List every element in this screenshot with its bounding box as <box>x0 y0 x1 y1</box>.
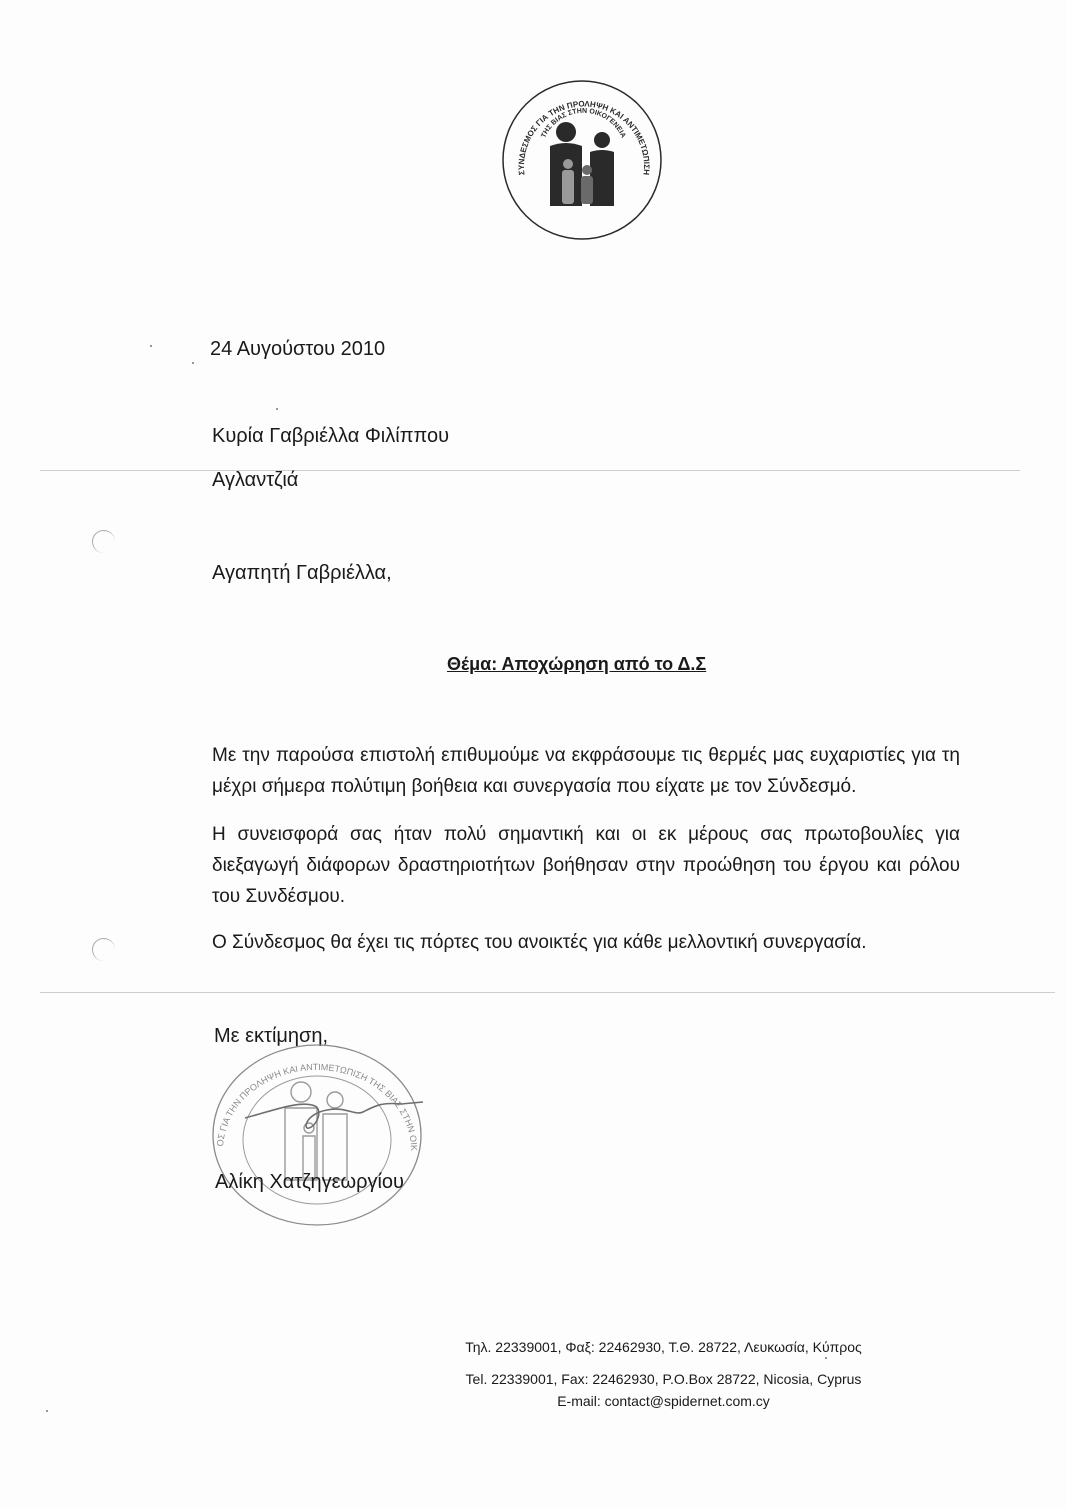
logo-inner-text: ΤΗΣ ΒΙΑΣ ΣΤΗΝ ΟΙΚΟΓΕΝΕΙΑ <box>540 107 627 140</box>
family-icon <box>550 122 614 206</box>
footer-contact-greek: Τηλ. 22339001, Φαξ: 22462930, Τ.Θ. 28722, Λευκωσία, Κύπρος <box>465 1339 862 1355</box>
scan-speck <box>150 345 152 347</box>
recipient-city: Αγλαντζιά <box>212 469 299 491</box>
recipient-name: Κυρία Γαβριέλλα Φιλίππου <box>212 425 450 447</box>
subject-line: Θέμα: Αποχώρηση από το Δ.Σ <box>447 654 707 674</box>
organization-logo <box>500 78 665 243</box>
organization-stamp <box>205 1030 430 1230</box>
body-paragraph: Με την παρούσα επιστολή επιθυμούμε να εκφράσουμε τις θερμές μας ευχαριστίες για τη μέχρι σήμερα πολύτιμη βοήθεια και συνεργασία που είχατε με τον Σύνδεσμό. <box>212 745 960 797</box>
scan-fold-line <box>40 992 1055 993</box>
svg-text:ΣΥΝΔΕΣΜΟΣ ΓΙΑ ΤΗΝ ΠΡΟΛΗΨΗ ΚΑΙ <box>205 1030 419 1151</box>
punch-hole <box>92 938 115 961</box>
scan-speck <box>46 1410 48 1412</box>
salutation: Αγαπητή Γαβριέλλα, <box>212 562 392 584</box>
signer-name: Αλίκη Χατζηγεωργίου <box>215 1171 404 1193</box>
punch-hole <box>92 530 115 553</box>
scan-fold-line <box>40 470 1020 471</box>
scan-speck <box>825 1357 827 1359</box>
footer-email: E-mail: contact@spidernet.com.cy <box>557 1393 770 1409</box>
logo-arc-text: ΣΥΝΔΕΣΜΟΣ ΓΙΑ ΤΗΝ ΠΡΟΛΗΨΗ ΚΑΙ ΑΝΤΙΜΕΤΩΠΙΣΗ <box>516 99 652 176</box>
body-paragraph: Ο Σύνδεσμος θα έχει τις πόρτες του ανοικτές για κάθε μελλοντική συνεργασία. <box>212 932 867 953</box>
scan-speck <box>276 408 278 410</box>
scan-speck <box>192 362 194 364</box>
stamp-family-icon <box>285 1082 347 1180</box>
stamp-text: ΟΣ ΓΙΑ ΤΗΝ ΠΡΟΛΗΨΗ ΚΑΙ ΑΝΤΙΜΕΤΩΠΙΣΗ ΤΗΣ ΒΙΑΣ ΣΤΗΝ ΟΙΚ <box>215 1061 420 1151</box>
body-paragraph: Η συνεισφορά σας ήταν πολύ σημαντική και οι εκ μέρους σας πρωτοβουλίες για διεξαγωγή διάφορων δραστηριοτήτων βοήθησαν στην προώθηση του έργου και ρόλου του Συνδέσμου. <box>212 824 960 907</box>
closing: Με εκτίμηση, <box>214 1025 329 1047</box>
letter-date: 24 Αυγούστου 2010 <box>210 338 386 360</box>
footer-contact-english: Tel. 22339001, Fax: 22462930, P.O.Box 28722, Nicosia, Cyprus <box>465 1371 862 1387</box>
